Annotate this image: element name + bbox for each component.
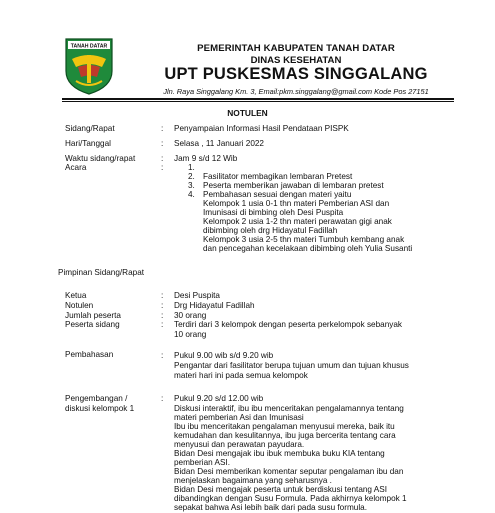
acara-item-text: Imunisasi di bimbing oleh Desi Puspita: [203, 208, 344, 217]
label-hari: Hari/Tanggal: [65, 139, 111, 148]
colon: :: [161, 320, 164, 329]
document-title: NOTULEN: [227, 108, 268, 118]
shield-emblem-icon: [64, 37, 114, 95]
value-pengembangan: menyusui dan perawatan payudara.: [174, 440, 305, 449]
value-pengembangan: materi pemberian Asi dan Imunisasi: [174, 413, 304, 422]
acara-item-text: Kelompok 1 usia 0-1 thn materi Pemberian ASI dan: [203, 199, 390, 208]
value-jumlah-peserta: 30 orang: [174, 311, 207, 320]
section-pimpinan: Pimpinan Sidang/Rapat: [58, 268, 145, 277]
value-peserta-sidang: Terdiri dari 3 kelompok dengan peserta perkelompok sebanyak: [174, 320, 403, 329]
acara-item-number: 2.: [188, 172, 195, 181]
label-peserta-sidang: Peserta sidang: [65, 320, 120, 329]
colon: :: [161, 351, 164, 360]
value-notulen: Drg Hidayatul Fadillah: [174, 301, 255, 310]
value-pengembangan: Pukul 9.20 s/d 12.00 wib: [174, 394, 264, 403]
colon: :: [161, 394, 164, 403]
kop-dinas: DINAS KESEHATAN: [250, 55, 342, 66]
value-pengembangan: Bidan Desi memberikan komentar seputar pengalaman ibu dan: [174, 467, 404, 476]
value-pengembangan: kemudahan dan kesulitannya, ibu juga bercerita tentang cara: [174, 431, 396, 440]
value-ketua: Desi Puspita: [174, 291, 220, 300]
value-pengembangan: Diskusi interaktif, ibu ibu menceritakan pengalamannya tentang: [174, 404, 404, 413]
value-pengembangan: pemberian ASI.: [174, 458, 230, 467]
acara-item-number: 4.: [188, 190, 195, 199]
label-ketua: Ketua: [65, 291, 87, 300]
kop-puskesmas: UPT PUSKESMAS SINGGALANG: [164, 65, 428, 83]
label-sidang: Sidang/Rapat: [65, 124, 115, 133]
label-pembahasan: Pembahasan: [65, 350, 114, 359]
value-pembahasan: Pukul 9.00 wib s/d 9.20 wib: [174, 351, 274, 360]
value-pengembangan: sepakat bahwa Asi lebih baik dari pada susu formula.: [174, 503, 367, 512]
acara-item-number: 3.: [188, 181, 195, 190]
label-jumlah-peserta: Jumlah peserta: [65, 311, 121, 320]
label-pengembangan: diskusi kelompok 1: [65, 404, 135, 413]
kop-divider-thin: [62, 101, 454, 102]
value-sidang: Penyampaian Informasi Hasil Pendataan PISPK: [174, 124, 349, 133]
value-peserta-sidang: 10 orang: [174, 330, 207, 339]
kop-divider-thick: [62, 98, 454, 100]
colon: :: [161, 154, 164, 163]
value-pembahasan: materi hari ini pada semua kelompok: [174, 371, 308, 380]
acara-item-text: Pembahasan sesuai dengan materi yaitu: [203, 190, 352, 199]
value-pengembangan: Bidan Desi mengajak peserta untuk berdiskusi tentang ASI: [174, 485, 388, 494]
label-waktu: Waktu sidang/rapat: [65, 154, 136, 163]
kop-pemerintah: PEMERINTAH KABUPATEN TANAH DATAR: [197, 43, 395, 54]
acara-item-text: dibimbing oleh drg Hidayatul Fadillah: [203, 226, 338, 235]
colon: :: [161, 291, 164, 300]
value-pengembangan: Ibu ibu menceritakan pengalaman menyusui mereka, baik itu: [174, 422, 395, 431]
value-pembahasan: Pengantar dari fasilitator berupa tujuan umum dan tujuan khusus: [174, 361, 409, 370]
kop-alamat: Jln. Raya Singgalang Km. 3, Email:pkm.singgalang@gmail.com Kode Pos 27151: [163, 87, 429, 96]
label-notulen: Notulen: [65, 301, 94, 310]
label-pengembangan: Pengembangan /: [65, 394, 128, 403]
acara-item-text: Peserta memberikan jawaban di lembaran pretest: [203, 181, 384, 190]
value-waktu: Jam 9 s/d 12 Wib: [174, 154, 238, 163]
logo-text: TANAH DATAR: [70, 43, 108, 50]
acara-item-text: dan pencegahan kecelakaan dibimbing oleh Yulia Susanti: [203, 244, 413, 253]
acara-item-text: Fasilitator membagikan lembaran Pretest: [203, 172, 353, 181]
value-pengembangan: menjelaskan bagaimana yang seharusnya .: [174, 476, 332, 485]
colon: :: [161, 124, 164, 133]
tanah-datar-logo: [64, 37, 114, 95]
colon: :: [161, 301, 164, 310]
colon: :: [161, 139, 164, 148]
colon: :: [161, 163, 164, 172]
value-pengembangan: dibandingkan dengan Susu Formula. Pada akhirnya kelompok 1: [174, 494, 407, 503]
value-pengembangan: Bidan Desi mengajak ibu ibuk membuka buku KIA tentang: [174, 449, 385, 458]
label-acara: Acara: [65, 163, 87, 172]
acara-item-text: Kelompok 2 usia 1-2 thn materi perawatan gigi anak: [203, 217, 392, 226]
value-hari: Selasa , 11 Januari 2022: [174, 139, 264, 148]
acara-item-number: 1.: [188, 163, 195, 172]
acara-item-text: Kelompok 3 usia 2-5 thn materi Tumbuh kembang anak: [203, 235, 405, 244]
colon: :: [161, 311, 164, 320]
